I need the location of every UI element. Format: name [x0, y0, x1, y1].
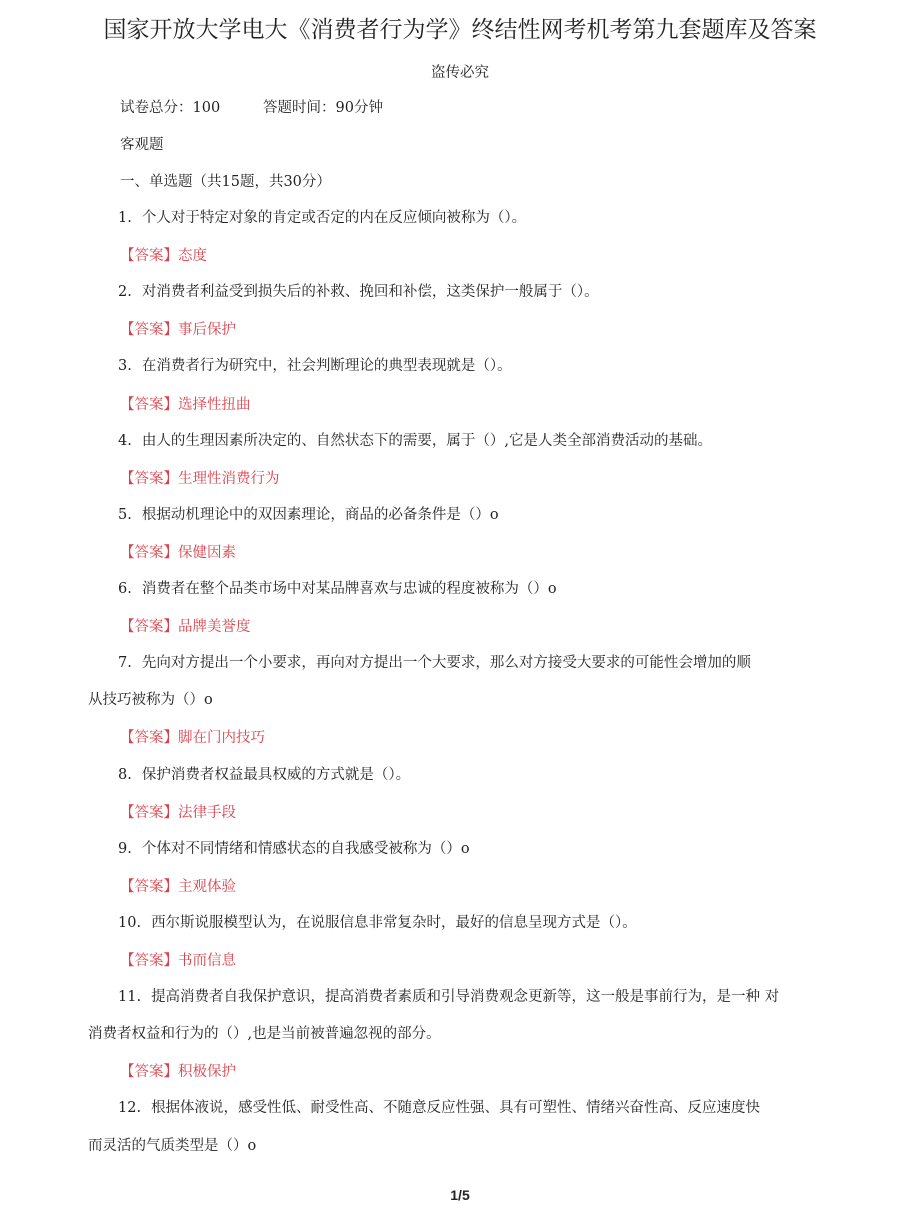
- question-body: 保护消费者权益最具权威的方式就是（）。: [141, 766, 411, 783]
- question-text: [118, 765, 410, 785]
- answer-label: 【答案】: [120, 322, 178, 339]
- answer: [120, 469, 280, 489]
- question-body: 个体对不同情绪和情感状态的自我感受被称为（）o: [141, 840, 470, 857]
- answer-text: 主观体验: [178, 878, 236, 895]
- page-number: 1/5: [450, 1187, 470, 1203]
- answer-label: 【答案】: [120, 953, 178, 969]
- answer-label: 【答案】: [120, 544, 178, 561]
- question-number: 4.: [118, 432, 132, 449]
- answer: [120, 951, 236, 971]
- answer: [120, 246, 207, 266]
- answer-label: 【答案】: [120, 730, 178, 747]
- question-number: 1.: [118, 210, 132, 226]
- question-text-continued: 从技巧被称为（）o: [88, 692, 213, 709]
- question-body: 根据体液说，感受性低、耐受性高、不随意反应性强、具有可塑性、情绪兴奋性高、反应速度快: [151, 1100, 761, 1117]
- question-number: 12.: [118, 1100, 142, 1117]
- answer: [120, 728, 265, 748]
- question-text: [118, 282, 599, 302]
- answer-label: 【答案】: [120, 396, 178, 413]
- question-number: 10.: [118, 914, 142, 931]
- answer-text: 书而信息: [178, 953, 236, 969]
- question-text: [118, 505, 499, 525]
- question-text: [118, 431, 712, 451]
- question-number: 9.: [118, 840, 132, 857]
- question-body: 对消费者利益受到损失后的补救、挽回和补偿，这类保护一般属于（）。: [141, 284, 599, 301]
- part-heading: 一、单选题（共15题，共30分）: [120, 174, 331, 190]
- answer-label: 【答案】: [120, 1064, 178, 1081]
- answer-text: 事后保护: [178, 322, 236, 339]
- question-number: 8.: [118, 766, 132, 783]
- question-text: [118, 579, 557, 599]
- answer-text: 法律手段: [178, 804, 236, 821]
- question-body: 提高消费者自我保护意识，提高消费者素质和引导消费观念更新等，这一般是事前行为，是一种 对: [151, 989, 780, 1006]
- answer-text: 积极保护: [178, 1064, 236, 1081]
- question-number: 11.: [118, 989, 142, 1006]
- copyright-notice: 盗传必究: [431, 65, 489, 81]
- question-text: [118, 839, 470, 859]
- question-text-continued: 而灵活的气质类型是（）o: [88, 1137, 257, 1154]
- document-title: 国家开放大学电大《消费者行为学》终结性网考机考第九套题库及答案: [103, 17, 817, 43]
- answer: [120, 877, 236, 897]
- question-body: 由人的生理因素所决定的、自然状态下的需要，属于（）,它是人类全部消费活动的基础。: [141, 432, 712, 449]
- question-number: 7.: [118, 655, 132, 672]
- question-number: 6.: [118, 581, 132, 597]
- question-body: 先向对方提出一个小要求，再向对方提出一个大要求，那么对方接受大要求的可能性会增加的顺: [141, 655, 751, 672]
- total-score: 试卷总分：100: [120, 100, 221, 116]
- question-body: 西尔斯说服模型认为，在说服信息非常复杂时，最好的信息呈现方式是（）。: [151, 914, 637, 931]
- question-number: 5.: [118, 506, 132, 523]
- answer-text: 生理性消费行为: [178, 470, 280, 487]
- question-number: 2.: [118, 284, 132, 301]
- question-body: 根据动机理论中的双因素理论，商品的必备条件是（）o: [141, 506, 499, 523]
- answer-text: 保健因素: [178, 544, 236, 561]
- answer-label: 【答案】: [120, 619, 178, 636]
- question-text: [118, 653, 751, 673]
- question-text: [118, 987, 779, 1007]
- question-body: 个人对于特定对象的肯定或否定的内在反应倾向被称为（）。: [141, 210, 527, 226]
- question-text: [118, 208, 526, 228]
- answer-text: 品牌美誉度: [178, 619, 251, 636]
- answer-label: 【答案】: [120, 470, 178, 487]
- answer-text: 选择性扭曲: [178, 396, 251, 413]
- question-text-continued: 消费者权益和行为的（）,也是当前被普遍忽视的部分。: [88, 1026, 441, 1043]
- answer: [120, 1062, 236, 1082]
- question-text: [118, 356, 512, 376]
- answer: [120, 395, 251, 415]
- answer-text: 脚在门内技巧: [178, 730, 265, 747]
- answer-label: 【答案】: [120, 804, 178, 821]
- answer: [120, 320, 236, 340]
- answer: [120, 803, 236, 823]
- question-number: 3.: [118, 358, 132, 375]
- question-text: [118, 1098, 760, 1118]
- exam-time: 答题时间：90分钟: [263, 100, 383, 116]
- answer-label: 【答案】: [120, 878, 178, 895]
- answer-text: 态度: [178, 248, 207, 265]
- answer-label: 【答案】: [120, 248, 178, 265]
- answer: [120, 617, 251, 637]
- question-text: [118, 913, 637, 933]
- answer: [120, 543, 236, 563]
- question-body: 消费者在整个品类市场中对某品牌喜欢与忠诚的程度被称为（）o: [141, 581, 557, 597]
- section-heading: 客观题: [120, 137, 164, 153]
- question-body: 在消费者行为研究中，社会判断理论的典型表现就是（）。: [141, 358, 512, 375]
